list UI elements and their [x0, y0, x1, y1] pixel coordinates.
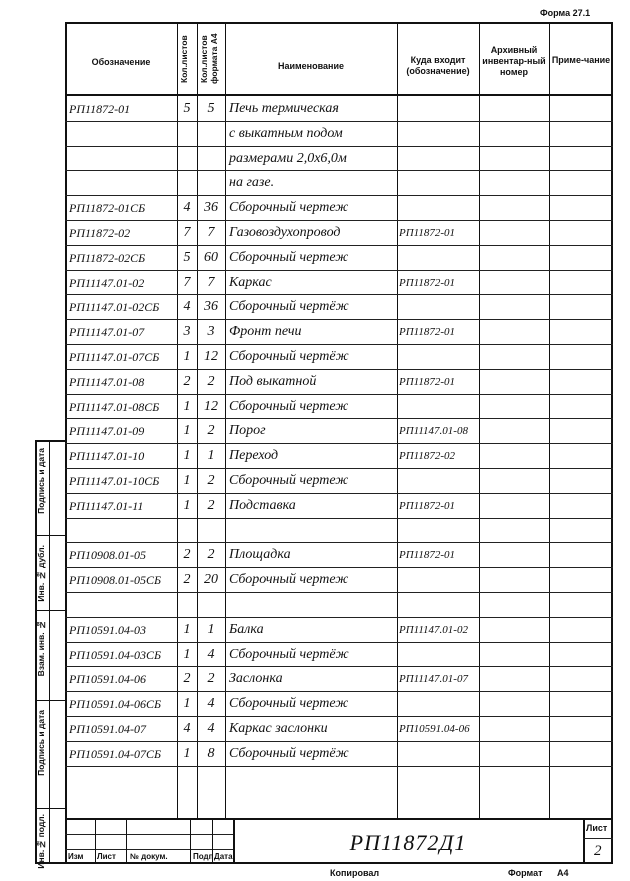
- cell-where: РП11872-01: [399, 276, 456, 289]
- header-sheet-count-a4: Кол.листов формата А4: [199, 33, 219, 85]
- cell-name: Фронт печи: [229, 324, 302, 340]
- stamp-right-border: [583, 818, 585, 864]
- cell-c1: 2: [183, 572, 191, 588]
- cell-name: Печь термическая: [229, 101, 339, 116]
- row-line: [65, 642, 613, 643]
- cell-c1: 2: [183, 671, 191, 687]
- cell-c2: 4: [207, 721, 215, 736]
- row-line: [65, 195, 613, 196]
- row-line: [65, 493, 613, 494]
- cell-designation: РП11147.01-10: [69, 449, 145, 464]
- footer-format-value: А4: [557, 868, 569, 878]
- cell-c1: 3: [183, 324, 191, 340]
- cell-c2: 2: [207, 497, 215, 513]
- col-line-3: [225, 22, 226, 818]
- stamp-col-doc: № докум.: [130, 852, 168, 861]
- stamp-sheet-line: [583, 838, 613, 839]
- cell-c2: 5: [207, 101, 215, 116]
- header-note: Приме-чание: [551, 55, 611, 65]
- cell-c1: 1: [183, 646, 191, 662]
- cell-where: РП11147.01-02: [399, 623, 468, 636]
- row-line: [65, 716, 613, 717]
- cell-c2: 4: [207, 696, 215, 712]
- cell-name: Сборочный чертеж: [229, 398, 349, 414]
- cell-name: с выкатным подом: [229, 125, 343, 141]
- cell-designation: РП11147.01-07: [69, 325, 145, 340]
- row-line: [65, 121, 613, 122]
- stamp-sheet-label: Лист: [586, 823, 608, 833]
- cell-where: РП11872-01: [399, 326, 456, 339]
- cell-c1: 1: [183, 621, 191, 637]
- cell-name: Площадка: [229, 547, 291, 563]
- cell-designation: РП10591.04-03: [69, 622, 146, 637]
- cell-c1: 5: [183, 249, 191, 265]
- row-line: [65, 617, 613, 618]
- cell-where: РП11147.01-08: [399, 425, 468, 438]
- cell-c2: 20: [204, 572, 218, 588]
- cell-designation: РП11147.01-02СБ: [69, 300, 160, 315]
- row-line: [65, 691, 613, 692]
- row-line: [65, 518, 613, 519]
- cell-where: РП11872-01: [399, 499, 456, 512]
- stamp-col-list: Лист: [97, 852, 116, 861]
- cell-c1: 1: [183, 398, 191, 414]
- stamp-col-sign: Подп.: [193, 852, 216, 861]
- cell-designation: РП11147.01-07СБ: [69, 350, 160, 364]
- cell-c2: 36: [204, 200, 218, 216]
- sidebar-inner-line: [49, 440, 50, 864]
- stamp-col-izm: Изм: [68, 852, 84, 861]
- cell-name: Сборочный чертеж: [229, 696, 349, 712]
- cell-designation: РП10591.04-03СБ: [69, 647, 162, 662]
- header-where-used: Куда входит (обозначение): [406, 55, 470, 76]
- cell-c1: 2: [183, 547, 191, 563]
- cell-name: Газовоздухопровод: [229, 225, 341, 240]
- row-line: [65, 592, 613, 593]
- cell-designation: РП10591.04-06: [69, 672, 146, 687]
- stamp-top-line: [65, 818, 613, 820]
- cell-c2: 60: [204, 249, 218, 265]
- cell-c1: 1: [183, 349, 191, 364]
- cell-name: Под выкатной: [229, 373, 317, 389]
- row-line: [65, 270, 613, 271]
- header-divider: [65, 94, 613, 96]
- cell-c2: 36: [204, 299, 218, 315]
- header-archive: Архивный инвентар-ный номер: [482, 45, 546, 77]
- sidebar-inv-orig: Инв.№ подл.: [36, 814, 46, 869]
- row-line: [65, 766, 613, 767]
- stamp-col-date: Дата: [214, 852, 233, 861]
- row-line: [65, 245, 613, 246]
- sidebar-sign-date-1: Подпись и дата: [36, 448, 46, 514]
- sidebar-divider-4: [35, 808, 65, 809]
- row-line: [65, 567, 613, 568]
- row-line: [65, 666, 613, 667]
- header-sheet-count: Кол.листов: [179, 35, 189, 83]
- footer-copied: Копировал: [330, 868, 380, 878]
- stamp-sheet-number: 2: [594, 843, 602, 859]
- cell-c1: 5: [183, 101, 191, 116]
- cell-designation: РП11147.01-02: [69, 275, 145, 290]
- cell-c2: 2: [207, 373, 215, 389]
- cell-where: РП11872-02: [399, 450, 456, 463]
- cell-c2: 7: [207, 274, 215, 290]
- cell-c2: 12: [204, 349, 218, 364]
- sidebar-divider-3: [35, 700, 65, 701]
- stamp-col-2: [126, 818, 127, 864]
- cell-name: Порог: [229, 423, 266, 439]
- sidebar-replace-inv: Взам. инв. №: [36, 620, 46, 677]
- cell-name: Сборочный чертёж: [229, 745, 349, 761]
- cell-designation: РП11872-01: [69, 102, 131, 116]
- row-line: [65, 468, 613, 469]
- stamp-title: РП11872Д1: [349, 830, 467, 855]
- cell-c2: 2: [207, 671, 215, 687]
- row-line: [65, 542, 613, 543]
- cell-c2: 2: [207, 423, 215, 439]
- cell-name: на газе.: [229, 175, 275, 191]
- cell-name: Подставка: [229, 497, 296, 513]
- cell-name: Заслонка: [229, 671, 283, 687]
- cell-c1: 1: [183, 423, 191, 439]
- cell-designation: РП11147.01-11: [69, 498, 144, 513]
- cell-designation: РП10591.04-06СБ: [69, 697, 162, 712]
- cell-name: Сборочный чертёж: [229, 349, 349, 364]
- cell-c1: 1: [183, 473, 191, 488]
- cell-designation: РП11872-02СБ: [69, 250, 146, 265]
- cell-c1: 1: [183, 448, 191, 464]
- footer-format-label: Формат: [508, 868, 543, 878]
- row-line: [65, 741, 613, 742]
- cell-name: Каркас: [229, 274, 272, 290]
- cell-designation: РП10908.01-05СБ: [69, 573, 162, 588]
- sidebar-divider-2: [35, 610, 65, 611]
- row-line: [65, 170, 613, 171]
- sidebar-divider-1: [35, 535, 65, 536]
- form-label: Форма 27.1: [540, 8, 591, 18]
- row-line: [65, 344, 613, 345]
- cell-c2: 2: [207, 547, 215, 563]
- cell-name: Сборочный чертёж: [229, 646, 349, 662]
- cell-c2: 4: [207, 646, 215, 662]
- cell-designation: РП11147.01-10СБ: [69, 474, 160, 488]
- cell-c2: 8: [207, 745, 215, 761]
- cell-name: Сборочный чертеж: [229, 572, 349, 588]
- col-line-6: [549, 22, 550, 818]
- cell-where: РП11872-01: [399, 375, 456, 388]
- cell-name: размерами 2,0х6,0м: [229, 150, 347, 166]
- cell-name: Сборочный чертеж: [229, 473, 349, 488]
- cell-where: РП10591.04-06: [399, 723, 470, 735]
- cell-designation: РП11147.01-08: [69, 374, 145, 389]
- cell-designation: РП11872-01СБ: [69, 201, 146, 216]
- cell-designation: РП10591.04-07СБ: [69, 746, 162, 761]
- cell-c2: 7: [207, 225, 215, 240]
- row-line: [65, 394, 613, 395]
- cell-c2: 3: [207, 324, 215, 340]
- cell-designation: РП11872-02: [69, 226, 131, 240]
- cell-name: Сборочный чертеж: [229, 200, 349, 216]
- col-line-4: [397, 22, 398, 818]
- stamp-row-line-2: [65, 849, 233, 850]
- cell-where: РП11872-01: [399, 549, 456, 562]
- cell-designation: РП11147.01-08СБ: [69, 399, 160, 414]
- cell-designation: РП11147.01-09: [69, 424, 145, 439]
- stamp-col-3: [190, 818, 191, 864]
- row-line: [65, 443, 613, 444]
- sidebar-inv-dup: Инв. № дубл.: [36, 545, 46, 602]
- row-line: [65, 418, 613, 419]
- header-designation: Обозначение: [91, 57, 151, 67]
- cell-c1: 4: [183, 721, 191, 736]
- row-line: [65, 294, 613, 295]
- cell-c2: 2: [207, 473, 215, 488]
- cell-c1: 1: [183, 745, 191, 761]
- cell-where: РП11872-01: [399, 227, 456, 239]
- col-line-1: [177, 22, 178, 818]
- row-line: [65, 319, 613, 320]
- cell-designation: РП10908.01-05: [69, 548, 146, 563]
- col-line-5: [479, 22, 480, 818]
- cell-c2: 12: [204, 398, 218, 414]
- cell-c1: 7: [183, 274, 191, 290]
- row-line: [65, 369, 613, 370]
- cell-c2: 1: [207, 448, 215, 464]
- stamp-col-1: [95, 818, 96, 864]
- row-line: [65, 220, 613, 221]
- cell-c2: 1: [207, 621, 215, 637]
- cell-name: Сборочный чертёж: [229, 299, 349, 315]
- cell-name: Переход: [229, 448, 279, 464]
- cell-c1: 4: [183, 299, 191, 315]
- cell-designation: РП10591.04-07: [69, 722, 146, 736]
- cell-c1: 1: [183, 497, 191, 513]
- cell-c1: 7: [183, 225, 191, 240]
- cell-c1: 2: [183, 373, 191, 389]
- cell-where: РП11147.01-07: [399, 673, 468, 686]
- cell-c1: 4: [183, 200, 191, 216]
- stamp-row-line-1: [65, 834, 233, 835]
- col-line-2: [197, 22, 198, 818]
- cell-c1: 1: [183, 696, 191, 712]
- header-name: Наименование: [277, 61, 345, 71]
- cell-name: Сборочный чертеж: [229, 249, 349, 265]
- cell-name: Балка: [229, 621, 264, 637]
- row-line: [65, 146, 613, 147]
- cell-name: Каркас заслонки: [229, 721, 328, 736]
- sidebar-sign-date-2: Подпись и дата: [36, 710, 46, 776]
